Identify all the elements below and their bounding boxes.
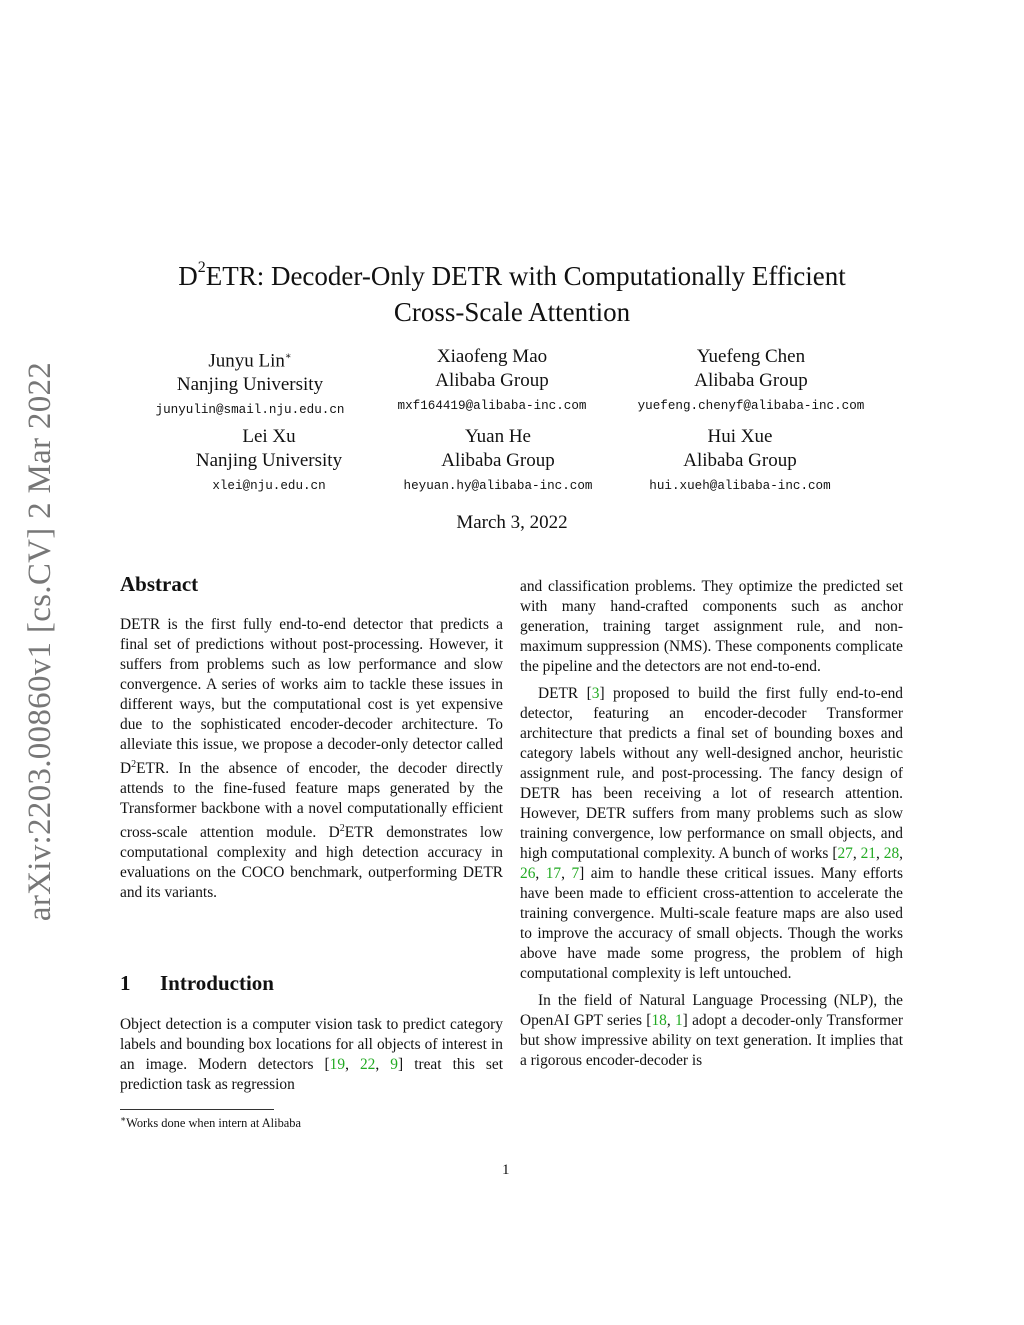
paper-title	[100, 253, 924, 330]
author-name: Yuefeng Chen	[696, 346, 806, 367]
footnote-rule	[120, 1109, 274, 1110]
citation-link[interactable]: 3	[591, 685, 600, 702]
author-block	[139, 425, 399, 497]
arxiv-stamp	[19, 352, 63, 930]
intro-paragraph: Object detection is a computer vision task to predict category labels and bounding box locations for all objects of interest in an image. Modern detectors [19, 22, 9] treat this set prediction task as regression	[120, 1016, 503, 1093]
author-email: xlei@nju.edu.cn	[212, 479, 326, 493]
citation-link[interactable]: 1	[674, 1012, 683, 1029]
title-prefix: D	[178, 261, 198, 291]
author-footnote-mark: ∗	[284, 351, 292, 362]
author-name: Hui Xue	[707, 426, 773, 447]
author-affiliation: Nanjing University	[176, 374, 324, 396]
author-block	[368, 425, 628, 497]
author-affiliation: Alibaba Group	[441, 450, 555, 471]
author-affiliation: Alibaba Group	[694, 370, 808, 391]
intro-paragraph: and classification problems. They optimize the predicted set with many hand-crafted components such as anchor generation, training target assignment rule, and non-maximum suppression (NMS). These components complicate the pipeline and the detectors are not end-to-end.	[520, 578, 903, 675]
author-affiliation: Alibaba Group	[435, 370, 549, 391]
intro-paragraph: DETR [3] proposed to build the first fully end-to-end detector, featuring an encoder-decoder Transformer architecture that predicts a final set of bounding boxes and category labels without any well-designed anchor, heuristic assignment rule, and post-processing. The fancy design of DETR has been receiving a lot of research attention. However, DETR suffers from many problems such as slow training convergence, low performance on small objects, and high computational complexity. A bunch of works [27, 21, 28, 26, 17, 7] aim to handle these critical issues. Many efforts have been made to efficient cross-attention to accelerate the training convergence. Multi-scale feature maps are also used to improve the accuracy of small objects. Though the works above have made some progress, the problem of high computational complexity is left untouched.	[520, 685, 904, 982]
abstract-paragraph: DETR is the first fully end-to-end detector that predicts a final set of predictions without post-processing. However, it suffers from problems such as low performance and slow convergence. A series of works aim to tackle these issues in different ways, but the computational cost is yet expensive due to the sophisticated encoder-decoder architecture. To alleviate this issue, we propose a decoder-only detector called $D^2ETR$. In the absence of encoder, the decoder directly attends to the fine-fused feature maps generated by the Transformer backbone with a novel computationally efficient cross-scale attention module. $D^2ETR$ demonstrates low computational complexity and high detection accuracy in evaluations on the COCO benchmark, outperforming DETR and its variants.	[120, 616, 503, 902]
abstract-body	[120, 615, 503, 903]
citation-link[interactable]: 18	[651, 1012, 667, 1029]
citation-link[interactable]: 17	[545, 865, 562, 882]
section-title: Introduction	[160, 971, 274, 995]
footnote-text: Works done when intern at Alibaba	[126, 1116, 301, 1131]
author-email: hui.xueh@alibaba-inc.com	[649, 479, 831, 493]
citation-link[interactable]: 27	[837, 845, 853, 862]
intro-left-column	[120, 1015, 503, 1095]
author-name: Xiaofeng Mao	[436, 346, 548, 367]
citation-link[interactable]: 28	[883, 845, 900, 862]
title-line1: ETR: Decoder-Only DETR with Computationally Efficient	[205, 261, 846, 291]
author-email: yuefeng.chenyf@alibaba-inc.com	[637, 399, 865, 413]
author-block	[621, 345, 881, 417]
right-column	[520, 577, 903, 1071]
author-affiliation: Nanjing University	[195, 450, 343, 471]
author-name: Yuan He	[465, 426, 531, 447]
author-name: Junyu Lin	[208, 350, 285, 372]
citation-link[interactable]: 19	[329, 1056, 346, 1073]
footnote-mark: ∗	[120, 1114, 127, 1124]
author-email: heyuan.hy@alibaba-inc.com	[403, 479, 593, 493]
paper-date: March 3, 2022	[456, 512, 568, 533]
section-heading-introduction	[120, 971, 274, 996]
footnote	[120, 1114, 301, 1131]
arxiv-stamp-text: arXiv:2203.00860v1 [cs.CV] 2 Mar 2022	[22, 361, 59, 921]
author-block	[120, 345, 380, 421]
section-number: 1	[120, 971, 131, 995]
page-number: 1	[502, 1162, 510, 1178]
citation-link[interactable]: 26	[520, 865, 536, 882]
author-affiliation: Alibaba Group	[683, 450, 797, 471]
author-email: junyulin@smail.nju.edu.cn	[155, 403, 345, 418]
citation-link[interactable]: 9	[390, 1056, 398, 1073]
intro-paragraph: In the field of Natural Language Processing (NLP), the OpenAI GPT series [18, 1] adopt a decoder-only Transformer but show impressive ability on text generation. It implies that a rigorous encoder-decoder is	[520, 992, 903, 1069]
citation-link[interactable]: 22	[359, 1056, 376, 1073]
author-email: mxf164419@alibaba-inc.com	[397, 399, 587, 413]
author-block	[610, 425, 870, 497]
author-name: Lei Xu	[242, 426, 296, 447]
author-block	[362, 345, 622, 417]
title-superscript: 2	[197, 259, 206, 276]
citation-link[interactable]: 21	[860, 845, 876, 862]
citation-link[interactable]: 7	[571, 865, 580, 882]
title-line2: Cross-Scale Attention	[393, 297, 631, 327]
abstract-heading: Abstract	[120, 572, 199, 596]
